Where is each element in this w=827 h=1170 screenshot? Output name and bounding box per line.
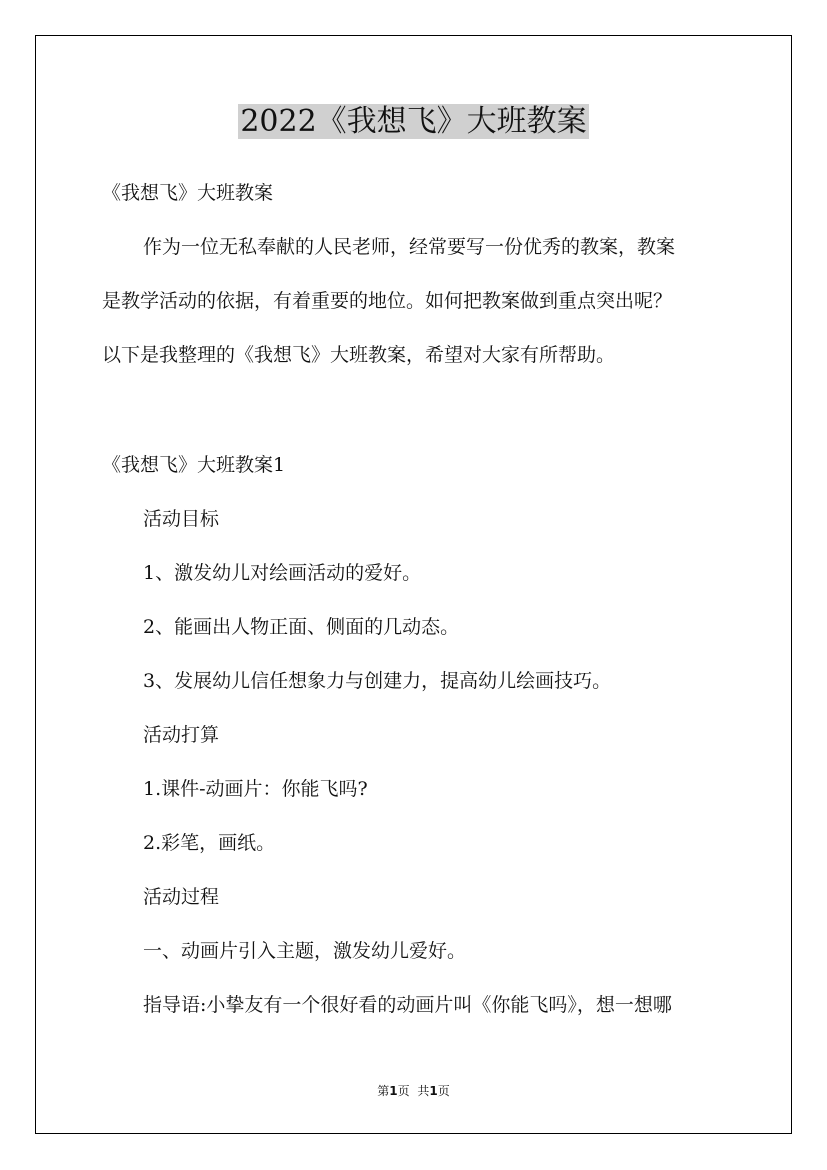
footer-page-prefix: 第 xyxy=(377,1084,390,1098)
document-subtitle: 《我想飞》大班教案 xyxy=(102,182,274,204)
body-line-4: 3、发展幼儿信任想象力与创建力，提高幼儿绘画技巧。 xyxy=(143,670,612,692)
footer-total-pages: 1 xyxy=(429,1084,438,1098)
page-footer xyxy=(0,1083,827,1099)
footer-page-suffix: 页 xyxy=(397,1084,410,1098)
body-line-5: 活动打算 xyxy=(143,724,220,746)
document-title xyxy=(0,100,827,144)
body-line-9: 一、动画片引入主题，激发幼儿爱好。 xyxy=(143,940,467,962)
body-line-10: 指导语:小挚友有一个很好看的动画片叫《你能飞吗》，想一想哪 xyxy=(143,994,672,1016)
footer-total-prefix: 共 xyxy=(417,1084,430,1098)
body-line-7: 2.彩笔，画纸。 xyxy=(143,832,276,854)
intro-line-2: 是教学活动的依据，有着重要的地位。如何把教案做到重点突出呢？ xyxy=(102,290,673,312)
body-line-1: 活动目标 xyxy=(143,508,220,530)
footer-page-number: 1 xyxy=(389,1084,398,1098)
footer-total-suffix: 页 xyxy=(437,1084,450,1098)
body-line-6: 1.课件-动画片：你能飞吗? xyxy=(143,778,368,800)
section-heading: 《我想飞》大班教案1 xyxy=(102,454,286,476)
body-line-8: 活动过程 xyxy=(143,886,220,908)
document-title-text: 2022《我想飞》大班教案 xyxy=(240,104,587,139)
body-line-3: 2、能画出人物正面、侧面的几动态。 xyxy=(143,616,460,638)
intro-line-1: 作为一位无私奉献的人民老师，经常要写一份优秀的教案，教案 xyxy=(143,236,676,258)
body-line-2: 1、激发幼儿对绘画活动的爱好。 xyxy=(143,562,422,584)
intro-line-3: 以下是我整理的《我想飞》大班教案，希望对大家有所帮助。 xyxy=(102,344,616,366)
